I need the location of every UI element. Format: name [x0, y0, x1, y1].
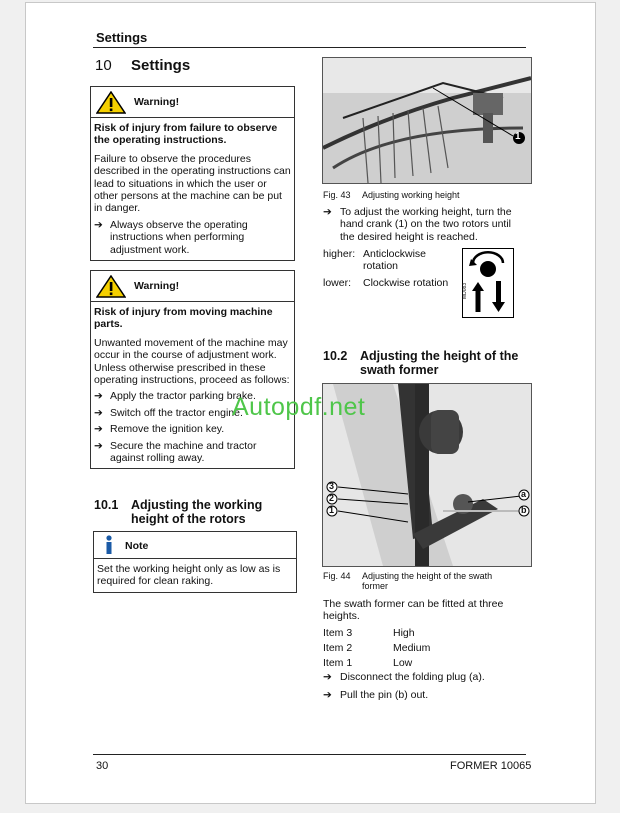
warning-triangle-icon	[96, 275, 126, 298]
warning-box-2	[90, 270, 295, 469]
info-icon	[103, 535, 115, 555]
rotation-label-higher: higher:	[323, 248, 356, 260]
instruction-item	[323, 206, 518, 243]
warning-text: Failure to observe the procedures described in the operating instructions can lead to situations in which the user or other persons at the machine can be put in danger.	[94, 152, 291, 215]
item-label: Item 3	[323, 627, 353, 639]
arrow-right-icon: ➔	[94, 423, 103, 436]
item-value: Low	[393, 657, 413, 669]
arrow-right-icon: ➔	[94, 390, 103, 403]
item-value: High	[393, 627, 415, 639]
warning-header	[91, 271, 294, 302]
warning-heading: Risk of injury from moving machine parts.	[94, 306, 273, 331]
list-item	[94, 423, 291, 435]
callout-1: 1	[515, 131, 521, 142]
warning-triangle-icon	[96, 91, 126, 114]
height-pictogram	[462, 248, 514, 318]
rotation-value-higher: Anticlockwise rotation	[363, 248, 427, 273]
list-item-text: Switch off the tractor engine.	[110, 406, 243, 419]
arrow-right-icon: ➔	[94, 218, 103, 231]
list-item-text: Remove the ignition key.	[110, 423, 225, 436]
fig43-photo	[322, 57, 532, 184]
fig44-caption: Adjusting the height of the swath former	[362, 571, 493, 591]
warning-label: Warning!	[134, 280, 180, 292]
section-number: 10.2	[323, 349, 348, 363]
list-item-text: Secure the machine and tractor against rolling away.	[110, 439, 257, 465]
fig43-caption: Adjusting working height	[362, 190, 460, 200]
instruction-text: To adjust the working height, turn the hand crank (1) on the two rotors until the desired height is reached.	[340, 206, 512, 243]
list-item	[94, 440, 291, 465]
callout-a: a	[521, 489, 527, 499]
arrow-right-icon: ➔	[94, 439, 103, 452]
arrow-right-icon: ➔	[323, 671, 332, 683]
item-value: Medium	[393, 642, 431, 654]
section-number: 10.1	[94, 498, 119, 512]
note-header	[94, 532, 296, 559]
rotor-photo-image	[323, 58, 531, 183]
callout-1: 1	[329, 505, 335, 515]
pictogram-code: MD083	[462, 282, 468, 299]
section-title: Adjusting the working height of the rotors	[131, 498, 263, 526]
list-item-text: Always observe the operating instructions when performing adjustment work.	[110, 218, 248, 256]
rotation-label-lower: lower:	[323, 277, 352, 289]
note-box	[93, 531, 297, 593]
step-item	[323, 671, 485, 683]
callout-b: b	[521, 505, 527, 515]
section-title: Adjusting the height of the swath former	[360, 349, 519, 377]
list-item	[94, 219, 291, 256]
step-item	[323, 689, 428, 701]
model-name: FORMER 10065	[450, 760, 532, 772]
warning-text: Unwanted movement of the machine may occur in the course of adjustment work. Unless otherwise prescribed in these operating instructions, proceed as follows:	[94, 336, 290, 387]
arrow-right-icon: ➔	[323, 206, 332, 218]
item-label: Item 2	[323, 642, 353, 654]
chapter-title: Settings	[131, 57, 191, 74]
rotation-value-lower: Clockwise rotation	[363, 277, 449, 289]
item-label: Item 1	[323, 657, 353, 669]
footer-rule	[93, 754, 526, 755]
fig44-intro: The swath former can be fitted at three heights.	[323, 598, 504, 623]
callout-2: 2	[329, 493, 335, 503]
step-text: Disconnect the folding plug (a).	[340, 671, 485, 683]
header-rule	[93, 47, 526, 48]
chapter-number: 10	[95, 57, 112, 74]
warning-header	[91, 87, 294, 118]
watermark-text: Autopdf.net	[232, 393, 366, 421]
page-number: 30	[96, 760, 109, 772]
fig43-number: Fig. 43	[323, 190, 351, 200]
note-text: Set the working height only as low as is required for clean raking.	[97, 563, 281, 588]
arrow-right-icon: ➔	[94, 406, 103, 419]
list-item-text: Apply the tractor parking brake.	[110, 390, 256, 403]
running-header: Settings	[96, 30, 148, 45]
callout-3: 3	[329, 481, 335, 491]
fig44-number: Fig. 44	[323, 571, 351, 581]
warning-box-1	[90, 86, 295, 261]
step-text: Pull the pin (b) out.	[340, 689, 429, 701]
warning-label: Warning!	[134, 96, 180, 108]
crank-direction-icon	[463, 249, 513, 317]
note-label: Note	[125, 540, 149, 552]
warning-heading: Risk of injury from failure to observe the operating instructions.	[94, 122, 278, 147]
arrow-right-icon: ➔	[323, 689, 332, 701]
